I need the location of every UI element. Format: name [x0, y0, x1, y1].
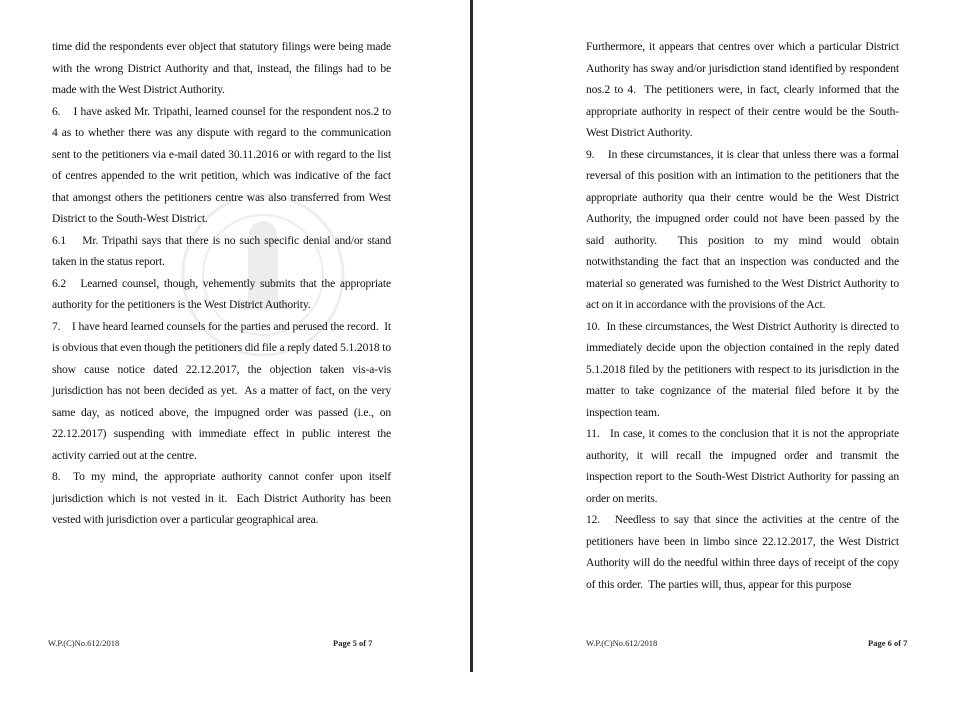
paragraph: time did the respondents ever object that statutory filings were being made with the wrong District Authority and that, instead, the filings had to be made with the West District Authority. [52, 40, 391, 96]
page-number-footer: Page 5 of 7 [333, 638, 373, 648]
paragraph-12: 12. Needless to say that since the activities at the centre of the petitioners have been in limbo since 22.12.2017, the West District Authority will do the needful within three days of receipt of the copy of this order. The parties will, thus, appear for this purpose [586, 513, 899, 591]
paragraph: Furthermore, it appears that centres over which a particular District Authority has sway and/or jurisdiction stand identified by respondent nos.2 to 4. The petitioners were, in fact, clearly informed that the appropriate authority in respect of their centre would be the South-West District Authority. [586, 40, 899, 139]
page-6 [473, 0, 960, 720]
page-5-body [52, 36, 391, 531]
case-number-footer: W.P.(C)No.612/2018 [586, 638, 658, 648]
page-number-footer: Page 6 of 7 [868, 638, 908, 648]
paragraph-9: 9. In these circumstances, it is clear that unless there was a formal reversal of this position with an intimation to the petitioners that the appropriate authority qua their centre would be the West District Authority, the impugned order could not have been passed by the said authority. This position to my mind would obtain notwithstanding the fact that an inspection was conducted and the material so generated was furnished to the West District Authority to act on it in accordance with the provisions of the Act. [586, 147, 899, 311]
paragraph-7: 7. I have heard learned counsels for the parties and perused the record. It is obvious that even though the petitioners did file a reply dated 5.1.2018 to show cause notice dated 22.12.2017, the objection taken vis-a-vis jurisdiction has not been decided as yet. As a matter of fact, on the very same day, as noticed above, the impugned order was passed (i.e., on 22.12.2017) suspending with immediate effect in public interest the activity carried out at the centre. [52, 319, 391, 462]
paragraph-11: 11. In case, it comes to the conclusion that it is not the appropriate authority, it will recall the impugned order and transmit the inspection report to the South-West District Authority for passing an order on merits. [586, 427, 899, 505]
paragraph-6-1: 6.1 Mr. Tripathi says that there is no such specific denial and/or stand taken in the status report. [52, 233, 391, 268]
paragraph-10: 10. In these circumstances, the West District Authority is directed to immediately decide upon the objection contained in the reply dated 5.1.2018 filed by the petitioners with respect to its jurisdiction in the matter to take cognizance of the material filed before it by the inspection team. [586, 319, 899, 419]
case-number-footer: W.P.(C)No.612/2018 [48, 638, 120, 648]
page-6-body [586, 36, 899, 595]
page-5 [0, 0, 470, 720]
paragraph-6: 6. I have asked Mr. Tripathi, learned counsel for the respondent nos.2 to 4 as to whether there was any dispute with regard to the communication sent to the petitioners via e-mail dated 30.11.2016 or with regard to the list of centres appended to the writ petition, which was indicative of the fact that amongst others the petitioners centre was also transferred from West District to the South-West District. [52, 104, 391, 225]
paragraph-6-2: 6.2 Learned counsel, though, vehemently submits that the appropriate authority for the petitioners is the West District Authority. [52, 276, 391, 311]
paragraph-8: 8. To my mind, the appropriate authority cannot confer upon itself jurisdiction which is not vested in it. Each District Authority has been vested with jurisdiction over a particular geographical area. [52, 470, 391, 526]
